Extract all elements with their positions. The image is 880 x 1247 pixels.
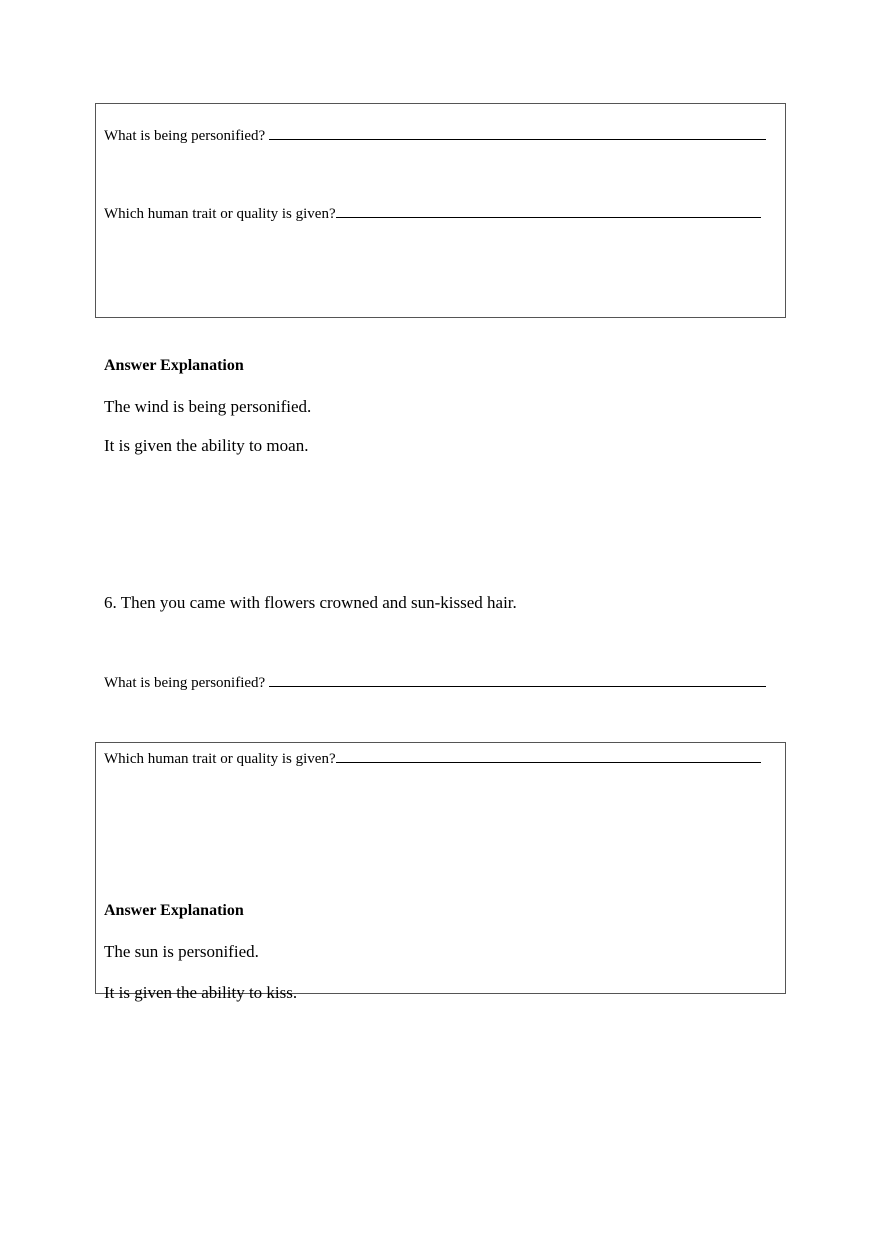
question-trait-2 [104,750,761,767]
answer-explanation-1-line-1: The wind is being personified. [104,397,312,416]
answer-explanation-2-line-2: It is given the ability to kiss. [104,983,298,1002]
answer-blank-trait-2[interactable] [336,750,761,763]
prompt-6: 6. Then you came with flowers crowned and sun-kissed hair. [104,593,517,612]
answer-explanation-heading-2: Answer Explanation [104,902,244,919]
answer-blank-trait-1[interactable] [336,205,761,218]
question-personified-1 [104,127,766,144]
answer-blank-personified-1[interactable] [269,127,766,140]
question-trait-2-label: Which human trait or quality is given? [104,751,336,767]
question-personified-2 [104,674,766,691]
question-personified-1-label: What is being personified? [104,128,266,144]
question-trait-1 [104,205,761,222]
answer-explanation-1-line-2: It is given the ability to moan. [104,436,309,455]
answer-explanation-heading-1: Answer Explanation [104,357,244,374]
question-trait-1-label: Which human trait or quality is given? [104,206,336,222]
question-personified-2-label: What is being personified? [104,675,266,691]
answer-explanation-2-line-1: The sun is personified. [104,942,259,961]
answer-blank-personified-2[interactable] [269,674,766,687]
